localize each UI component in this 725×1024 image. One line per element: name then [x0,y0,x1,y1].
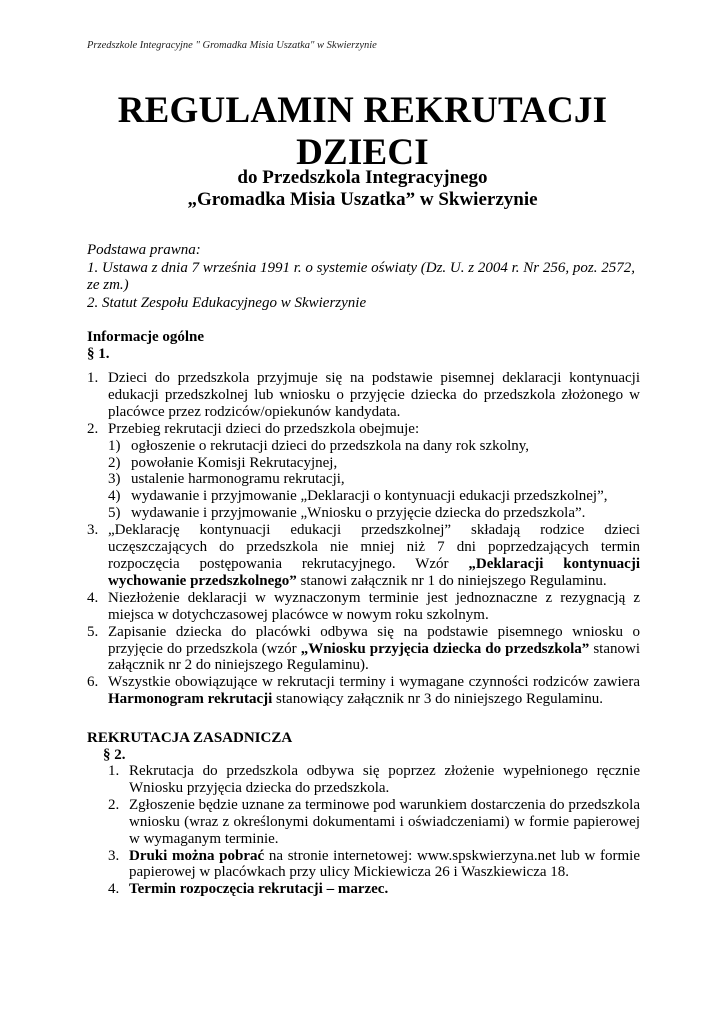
document-title-line-1: REGULAMIN REKRUTACJI [117,90,608,131]
legal-basis [87,242,647,312]
list-item-bold-text: „Wniosku przyjęcia dziecka do przedszkola” [300,640,590,657]
legal-basis-item-1: 1. Ustawa z dnia 7 września 1991 r. o systemie oświaty (Dz. U. z 2004 r. Nr 256, poz. 2572, [87,259,635,276]
list-item [87,421,640,438]
paragraph-mark-1: § 1. [87,346,110,362]
list-item-number: 2. [87,420,99,437]
list-item [108,797,640,848]
sub-list-item [87,438,640,455]
list-item [108,881,640,898]
list-item [87,522,640,590]
sub-list-item-text: ogłoszenie o rekrutacji dzieci do przedszkola na dany rok szkolny, [131,437,530,454]
sub-list-item-number: 1) [108,437,121,454]
sub-list-item [87,488,640,505]
list-item [108,763,640,797]
page-header: Przedszkole Integracyjne " Gromadka Misia Uszatka" w Skwierzynie [87,40,377,51]
list-item-text: Zapisanie dziecka do placówki odbywa się na podstawie pisemnego wniosku o przyjęcie do przedszkola (wzór [108,623,640,657]
legal-basis-item-1-cont: ze zm.) [87,277,129,293]
list-item-text: Wszystkie obowiązujące w rekrutacji terminy i wymagane czynności rodziców zawiera [108,674,640,691]
sub-list-item [87,505,640,522]
paragraph-mark-2: § 2. [103,747,126,763]
list-item [87,590,640,624]
document-subtitle-line-1: do Przedszkola Integracyjnego [237,167,488,188]
section-heading-main: REKRUTACJA ZASADNICZA [87,730,293,746]
sub-list-item [87,471,640,488]
list-item-bold-text: Termin rozpoczęcia rekrutacji – marzec. [129,881,389,898]
sub-list-item-number: 4) [108,488,121,505]
list-item-text: Przebieg rekrutacji dzieci do przedszkola obejmuje: [108,420,420,437]
sub-list-item-text: wydawanie i przyjmowanie „Deklaracji o kontynuacji edukacji przedszkolnej”, [131,488,608,505]
list-item-number: 6. [87,674,99,691]
sub-list-item-text: powołanie Komisji Rekrutacyjnej, [131,454,338,471]
main-list [108,763,640,898]
list-item-number: 3. [87,522,99,539]
legal-basis-heading: Podstawa prawna: [87,242,201,258]
list-item-text: stanowi załącznik nr 1 do niniejszego Regulaminu. [296,572,607,589]
sub-list-item-text: ustalenie harmonogramu rekrutacji, [131,471,345,488]
list-item [87,674,640,708]
list-item [87,624,640,675]
sub-list-item-number: 3) [108,471,121,488]
list-item-text: Dzieci do przedszkola przyjmuje się na podstawie pisemnej deklaracji kontynuacji edukacji przedszkolnej lub wniosku o przyjęcie dziecka do przedszkola złożonego w placówce przez rodziców/opiekunów kandydata. [108,370,640,420]
sub-list-item-number: 5) [108,505,121,522]
list-item-text: stanowiący załącznik nr 3 do niniejszego Regulaminu. [272,691,604,708]
list-item-number: 4. [87,589,99,606]
list-item-number: 1. [108,763,120,779]
list-item-bold-text: Druki można pobrać [129,847,265,864]
list-item-text: Niezłożenie deklaracji w wyznaczonym terminie jest jednoznaczne z rezygnacją z miejsca w dotychczasowej placówce w nowym roku szkolnym. [108,589,640,623]
section-heading-general: Informacje ogólne [87,329,205,345]
general-list [87,370,640,708]
list-item-text: Zgłoszenie będzie uznane za terminowe pod warunkiem dostarczenia do przedszkola wniosku (wraz z określonymi dokumentami i oświadczeniami) w formie papierowej w wymaganym terminie. [129,796,640,847]
document-title-line-2: DZIECI [296,132,429,173]
document-subtitle-line-2: „Gromadka Misia Uszatka” w Skwierzynie [187,189,538,210]
list-item-text: „Deklarację kontynuacji edukacji przedszkolnej” składają rodzice dzieci uczęszczających do przedszkola nie mniej niż 7 dni poprzedzających termin rozpoczęcia postępowania rekrutacyjnego. Wzór [108,522,640,572]
sub-list-item-number: 2) [108,454,121,471]
legal-basis-item-2: 2. Statut Zespołu Edukacyjnego w Skwierzynie [87,294,367,311]
sub-list-item-text: wydawanie i przyjmowanie „Wniosku o przyjęcie dziecka do przedszkola”. [131,505,586,522]
list-item-text: Rekrutacja do przedszkola odbywa się poprzez złożenie wypełnionego ręcznie Wniosku przyjęcia dziecka do przedszkola. [129,763,640,796]
list-item-bold-text: Harmonogram rekrutacji [108,691,273,708]
list-item-number: 5. [87,623,99,640]
list-item [108,848,640,882]
list-item-bold-text: „Deklaracji kontynuacji wychowanie przedszkolnego” [108,555,640,589]
list-item-number: 1. [87,370,99,386]
list-item [87,370,640,421]
list-item-number: 2. [108,796,120,813]
sub-list-item [87,455,640,472]
list-item-text: na stronie internetowej: www.spskwierzyna.net lub w formie papierowej w placówkach przy ulicy Mickiewicza 26 i Waszkiewicza 18. [129,847,640,881]
list-item-text: stanowi załącznik nr 2 do niniejszego Regulaminu). [108,640,640,674]
list-item-number: 3. [108,847,120,864]
list-item-number: 4. [108,881,120,898]
